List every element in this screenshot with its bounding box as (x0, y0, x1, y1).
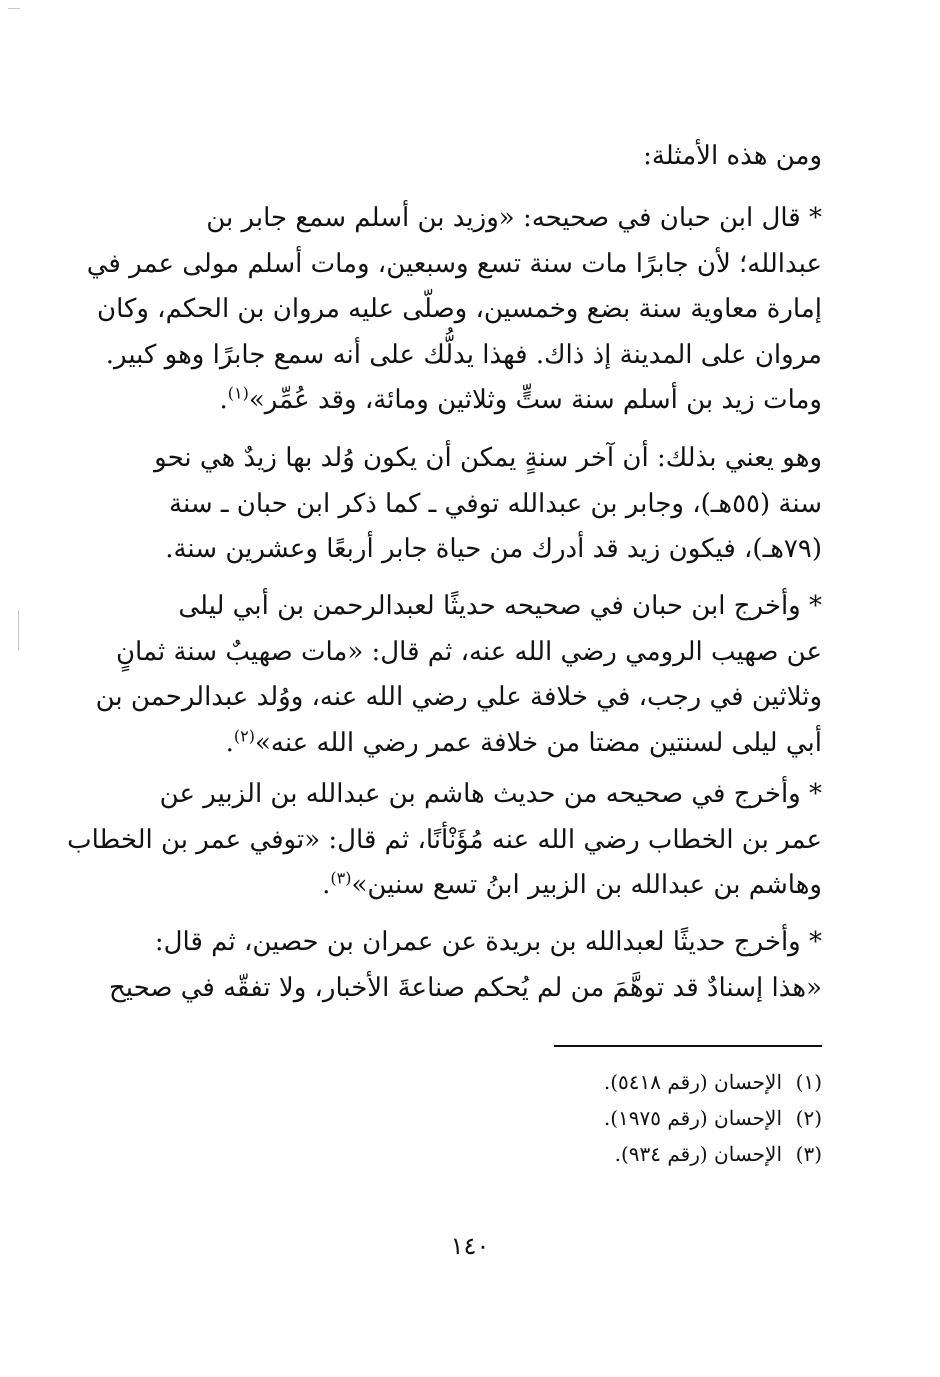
paragraph-ibn-hibban-zayd (86, 196, 822, 424)
text-line: سنة (٥٥هـ)، وجابر بن عبدالله توفي ـ كما ذكر ابن حبان ـ سنة (169, 488, 822, 519)
text-line: وهو يعني بذلك: أن آخر سنةٍ يمكن أن يكون وُلد بها زيدٌ هي نحو (154, 443, 822, 473)
footnote-ref[interactable]: (١) (227, 383, 249, 403)
text-line: * قال ابن حبان في صحيحه: «وزيد بن أسلم سمع جابر بن (206, 203, 822, 233)
intro-heading: ومن هذه الأمثلة: (643, 141, 822, 171)
text-line: * وأخرج ابن حبان في صحيحه حديثًا لعبدالرحمن بن أبي ليلى (178, 591, 822, 621)
text-line: وثلاثين في رجب، في خلافة علي رضي الله عنه، ووُلد عبدالرحمن بن (95, 682, 822, 712)
text-line: أبي ليلى لسنتين مضتا من خلافة عمر رضي الله عنه»$^{(٢)}$. (225, 725, 822, 758)
text-line: عبدالله؛ لأن جابرًا مات سنة تسع وسبعين، ومات أسلم مولى عمر في (86, 248, 822, 279)
text-line: وهاشم بن عبدالله بن الزبير ابنُ تسع سنين»$^{(٣)}$. (322, 868, 822, 900)
footnote-item: (٣)الإحسان (رقم ٩٣٤). (614, 1142, 822, 1166)
paragraph-explanation (106, 436, 822, 573)
page-number: ١٤٠ (450, 1232, 490, 1260)
text-line: عمر بن الخطاب رضي الله عنه مُؤَنْأنًا، ثم قال: «توفي عمر بن الخطاب (67, 824, 822, 855)
scan-mark-left (18, 610, 19, 650)
text-line: * وأخرج في صحيحه من حديث هاشم بن عبدالله بن الزبير عن (159, 779, 822, 809)
footnotes (422, 1064, 822, 1172)
paragraph-suhayb (95, 584, 822, 766)
text-line: إمارة معاوية سنة بضع وخمسين، وصلّى عليه مروان بن الحكم، وكان (96, 294, 822, 324)
scan-mark-top-left (8, 8, 20, 9)
footnote-divider (554, 1045, 822, 1047)
paragraph-hashim (67, 772, 822, 909)
text-line: عن صهيب الرومي رضي الله عنه، ثم قال: «مات صهيبٌ سنة ثمانٍ (115, 636, 822, 667)
paragraph-buraydah (106, 920, 822, 1011)
footnote-ref[interactable]: (٣) (330, 868, 352, 888)
text-line: ومات زيد بن أسلم سنة ستٍّ وثلاثين ومائة، وقد عُمِّر»$^{(١)}$. (219, 383, 822, 415)
text-line: * وأخرج حديثًا لعبدالله بن بريدة عن عمران بن حصين، ثم قال: (154, 927, 822, 957)
text-line: (٧٩هـ)، فيكون زيد قد أدرك من حياة جابر أربعًا وعشرين سنة. (165, 534, 822, 564)
footnote-ref[interactable]: (٢) (233, 725, 255, 745)
footnote-item: (١)الإحسان (رقم ٥٤١٨). (603, 1070, 822, 1094)
text-line: مروان على المدينة إذ ذاك. فهذا يدلُّك على أنه سمع جابرًا وهو كبير. (105, 339, 822, 370)
footnote-item: (٢)الإحسان (رقم ١٩٧٥). (603, 1106, 822, 1130)
text-line: «هذا إسنادٌ قد توهَّمَ من لم يُحكم صناعةَ الأخبار، ولا تفقّه في صحيح (109, 972, 822, 1003)
